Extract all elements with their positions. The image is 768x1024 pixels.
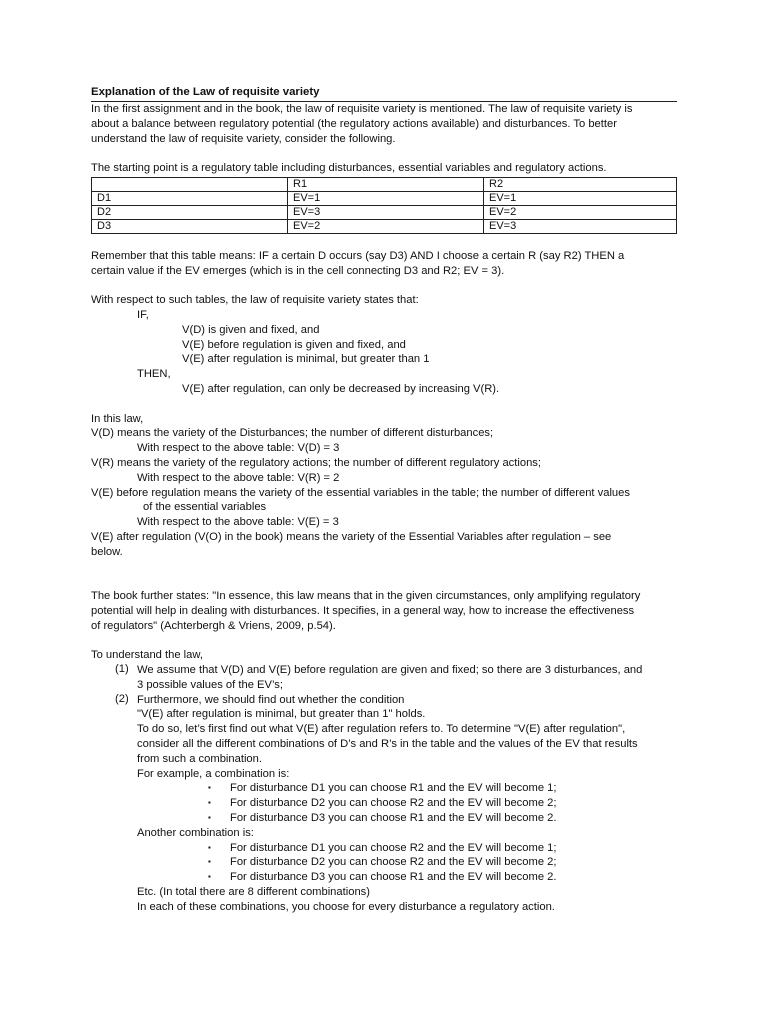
law-condition: V(D) is given and fixed, and	[182, 323, 320, 336]
table-cell: EV=2	[288, 219, 484, 233]
another-combination-label: Another combination is:	[137, 826, 254, 839]
table-cell: D3	[92, 219, 288, 233]
bullet-icon: ▪	[208, 857, 211, 867]
law-condition: V(E) after regulation is minimal, but greater than 1	[182, 353, 430, 366]
definition-ve-cont: of the essential variables	[143, 501, 267, 514]
table-row	[92, 191, 677, 205]
item-text: from such a combination.	[137, 752, 262, 765]
table-cell: D1	[92, 191, 288, 205]
intro-line: In the first assignment and in the book, the law of requisite variety is mentioned. The law of requisite variety is	[91, 103, 633, 115]
remember-paragraph	[91, 249, 677, 279]
definition-example: With respect to the above table: V(R) = 2	[137, 471, 340, 484]
list-item-text: For disturbance D1 you can choose R2 and the EV will become 1;	[230, 841, 557, 854]
book-quote-line: The book further states: "In essence, this law means that in the given circumstances, only amplifying regulatory	[91, 590, 641, 603]
definitions	[91, 412, 677, 560]
list-item-text: For disturbance D3 you can choose R1 and the EV will become 2.	[230, 871, 557, 884]
final-line: In each of these combinations, you choose for every disturbance a regulatory action.	[137, 900, 555, 913]
definition-example: With respect to the above table: V(E) = 3	[137, 516, 339, 529]
table-cell: EV=1	[288, 191, 484, 205]
combination-list-2	[91, 841, 677, 885]
law-if-label: IF,	[137, 308, 149, 321]
list-item	[91, 811, 677, 826]
table-header-cell: R2	[484, 177, 677, 191]
item-number: (1)	[115, 663, 129, 676]
law-then-label: THEN,	[137, 368, 171, 381]
bullet-icon: ▪	[208, 798, 211, 808]
combination-list-1	[91, 781, 677, 825]
law-condition: V(E) before regulation is given and fixed, and	[182, 338, 406, 351]
document-title: Explanation of the Law of requisite variety	[91, 84, 677, 102]
understand-section	[91, 648, 677, 914]
list-item-text: For disturbance D2 you can choose R2 and the EV will become 2;	[230, 856, 557, 869]
regulatory-table	[91, 177, 677, 234]
numbered-item-2	[91, 693, 677, 782]
book-quote-line: potential will help in dealing with disturbances. It specifies, in a general way, how to increase the effectiveness	[91, 604, 635, 617]
book-quote	[91, 589, 677, 633]
table-cell: EV=2	[484, 205, 677, 219]
table-row	[92, 219, 677, 233]
bullet-icon: ▪	[208, 783, 211, 793]
definition-vo: V(E) after regulation (V(O) in the book) means the variety of the Essential Variables after regulation – see	[91, 530, 612, 543]
definition-example: With respect to the above table: V(D) = 3	[137, 442, 340, 455]
item-text: To do so, let’s first find out what V(E) after regulation refers to. To determine "V(E) after regulation",	[137, 723, 626, 736]
table-cell: EV=3	[484, 219, 677, 233]
table-header-cell	[92, 177, 288, 191]
intro-line: about a balance between regulatory potential (the regulatory actions available) and disturbances. To better	[91, 117, 617, 130]
item-text: consider all the different combinations of D’s and R’s in the table and the values of the EV that results	[137, 738, 638, 751]
table-intro: The starting point is a regulatory table including disturbances, essential variables and regulatory actions.	[91, 162, 607, 175]
intro-line: understand the law of requisite variety, consider the following.	[91, 132, 396, 145]
item-text: "V(E) after regulation is minimal, but greater than 1" holds.	[137, 708, 426, 721]
list-item	[91, 796, 677, 811]
definition-vd: V(D) means the variety of the Disturbances; the number of different disturbances;	[91, 427, 494, 440]
list-item	[91, 781, 677, 796]
definitions-intro: In this law,	[91, 412, 144, 425]
definition-vo-cont: below.	[91, 545, 123, 558]
table-header-row	[92, 177, 677, 191]
table-cell: EV=3	[288, 205, 484, 219]
table-header-cell: R1	[288, 177, 484, 191]
list-item	[91, 855, 677, 870]
item-text: We assume that V(D) and V(E) before regulation are given and fixed; so there are 3 disturbances, and	[137, 664, 643, 677]
bullet-icon: ▪	[208, 842, 211, 852]
etc-line: Etc. (In total there are 8 different combinations)	[137, 886, 370, 899]
intro-paragraph	[91, 102, 677, 146]
remember-line: Remember that this table means: IF a certain D occurs (say D3) AND I choose a certain R (say R2) THEN a	[91, 249, 625, 262]
numbered-item-1	[91, 663, 677, 693]
law-intro: With respect to such tables, the law of requisite variety states that:	[91, 294, 419, 307]
understand-intro: To understand the law,	[91, 649, 203, 662]
book-quote-line: of regulators" (Achterbergh & Vriens, 2009, p.54).	[91, 619, 336, 632]
list-item-text: For disturbance D3 you can choose R1 and the EV will become 2.	[230, 812, 557, 825]
list-item	[91, 841, 677, 856]
definition-ve: V(E) before regulation means the variety of the essential variables in the table; the number of different values	[91, 486, 630, 499]
table-row	[92, 205, 677, 219]
list-item	[91, 870, 677, 885]
remember-line: certain value if the EV emerges (which is in the cell connecting D3 and R2; EV = 3).	[91, 264, 505, 277]
document-page	[91, 84, 677, 915]
item-text: 3 possible values of the EV’s;	[137, 678, 283, 691]
item-text: For example, a combination is:	[137, 767, 290, 780]
table-cell: EV=1	[484, 191, 677, 205]
bullet-icon: ▪	[208, 813, 211, 823]
item-number: (2)	[115, 692, 129, 705]
definition-vr: V(R) means the variety of the regulatory actions; the number of different regulatory actions;	[91, 456, 542, 469]
law-statement	[91, 293, 677, 397]
law-conclusion: V(E) after regulation, can only be decreased by increasing V(R).	[182, 382, 500, 395]
bullet-icon: ▪	[208, 872, 211, 882]
table-cell: D2	[92, 205, 288, 219]
item-text: Furthermore, we should find out whether the condition	[137, 693, 405, 706]
list-item-text: For disturbance D1 you can choose R1 and the EV will become 1;	[230, 782, 557, 795]
list-item-text: For disturbance D2 you can choose R2 and the EV will become 2;	[230, 797, 557, 810]
